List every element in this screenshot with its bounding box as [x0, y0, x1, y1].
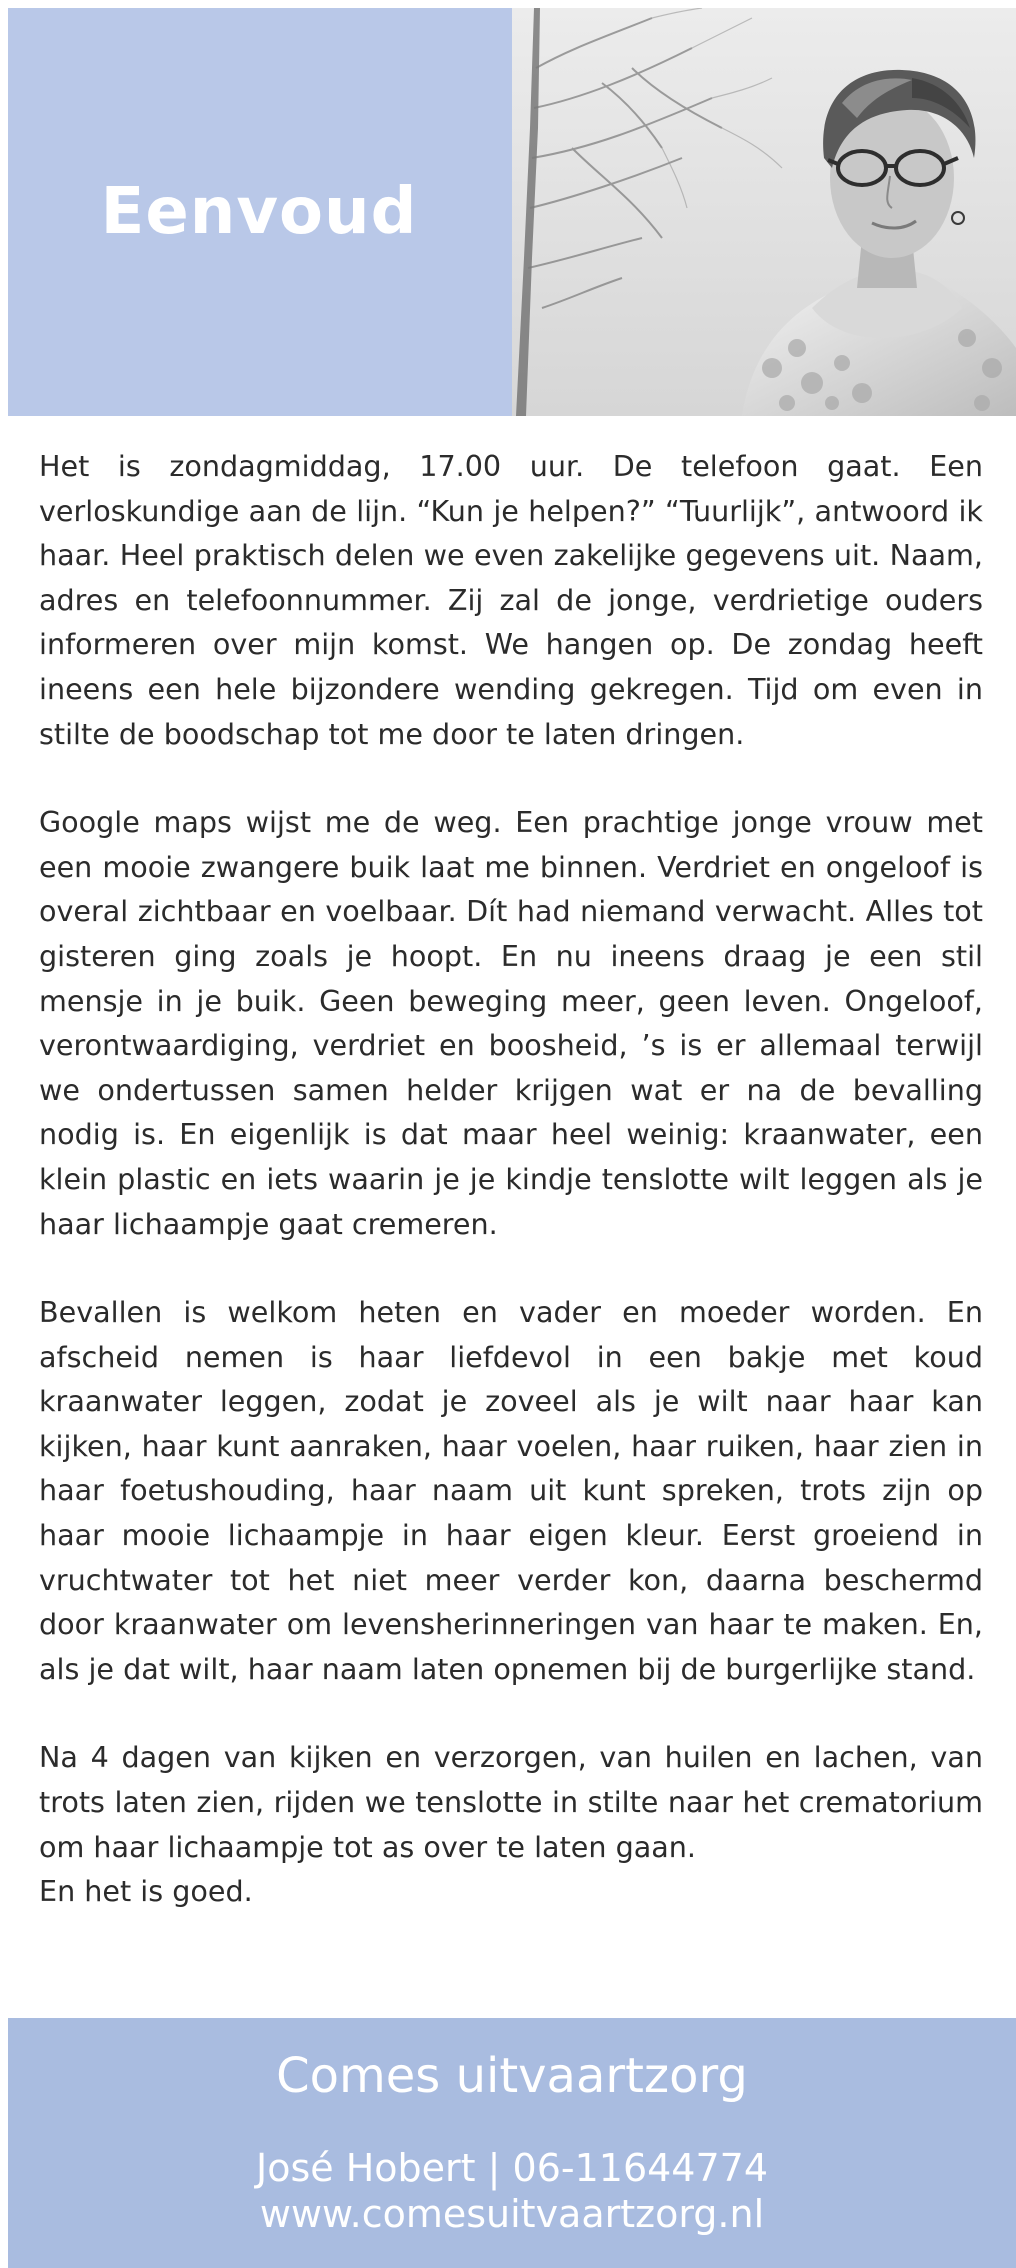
article-paragraph-4	[39, 1735, 983, 1913]
footer	[8, 2018, 1016, 2268]
contact-line: José Hobert | 06-11644774	[256, 2146, 768, 2190]
portrait-photo	[512, 8, 1016, 416]
website-link[interactable]: www.comesuitvaartzorg.nl	[259, 2192, 765, 2236]
company-name: Comes uitvaartzorg	[276, 2048, 748, 2104]
article-paragraph-3: Bevallen is welkom heten en vader en moeder worden. En afscheid nemen is haar liefdevol in een bakje met koud kraanwater leggen, zodat je zoveel als je wilt naar haar kan kijken, haar kunt aanraken, haar voelen, haar ruiken, haar zien in haar foetushouding, haar naam uit kunt spreken, trots zijn op haar mooie lichaampje in haar eigen kleur. Eerst groeiend in vruchtwater tot het niet meer verder kon, daarna beschermd door kraanwater om levensherinneringen van haar te maken. En, als je dat wilt, haar naam laten opnemen bij de burgerlijke stand.	[39, 1295, 983, 1686]
header	[8, 8, 1016, 416]
article-paragraph-2: Google maps wijst me de weg. Een prachtige jonge vrouw met een mooie zwangere buik laat me binnen. Verdriet en ongeloof is overal zichtbaar en voelbaar. Dít had niemand verwacht. Alles tot gisteren ging zoals je hoopt. En nu ineens draag je een stil mensje in je buik. Geen beweging meer, geen leven. Ongeloof, verontwaardiging, verdriet en boosheid, ’s is er allemaal terwijl we ondertussen samen helder krijgen wat er na de bevalling nodig is. En eigenlijk is dat maar heel weinig: kraanwater, een klein plastic en iets waarin je je kindje tenslotte wilt leggen als je haar lichaampje gaat cremeren.	[39, 805, 983, 1241]
title-block	[8, 8, 512, 416]
article-closing-line: En het is goed.	[39, 1874, 253, 1909]
portrait-illustration	[512, 8, 1016, 416]
article-paragraph-1: Het is zondagmiddag, 17.00 uur. De telefoon gaat. Een verloskundige aan de lijn. “Kun je helpen?” “Tuurlijk”, antwoord ik haar. Heel praktisch delen we even zakelijke gegevens uit. Naam, adres en telefoonnummer. Zij zal de jonge, verdrietige ouders informeren over mijn komst. We hangen op. De zondag heeft ineens een hele bijzondere wending gekregen. Tijd om even in stilte de boodschap tot me door te laten dringen.	[39, 449, 983, 751]
page-title: Eenvoud	[100, 175, 418, 249]
article-body	[39, 444, 983, 1914]
article-paragraph-4-text: Na 4 dagen van kijken en verzorgen, van huilen en lachen, van trots laten zien, rijden we tenslotte in stilte naar het crematorium om haar lichaampje tot as over te laten gaan.	[39, 1740, 983, 1864]
